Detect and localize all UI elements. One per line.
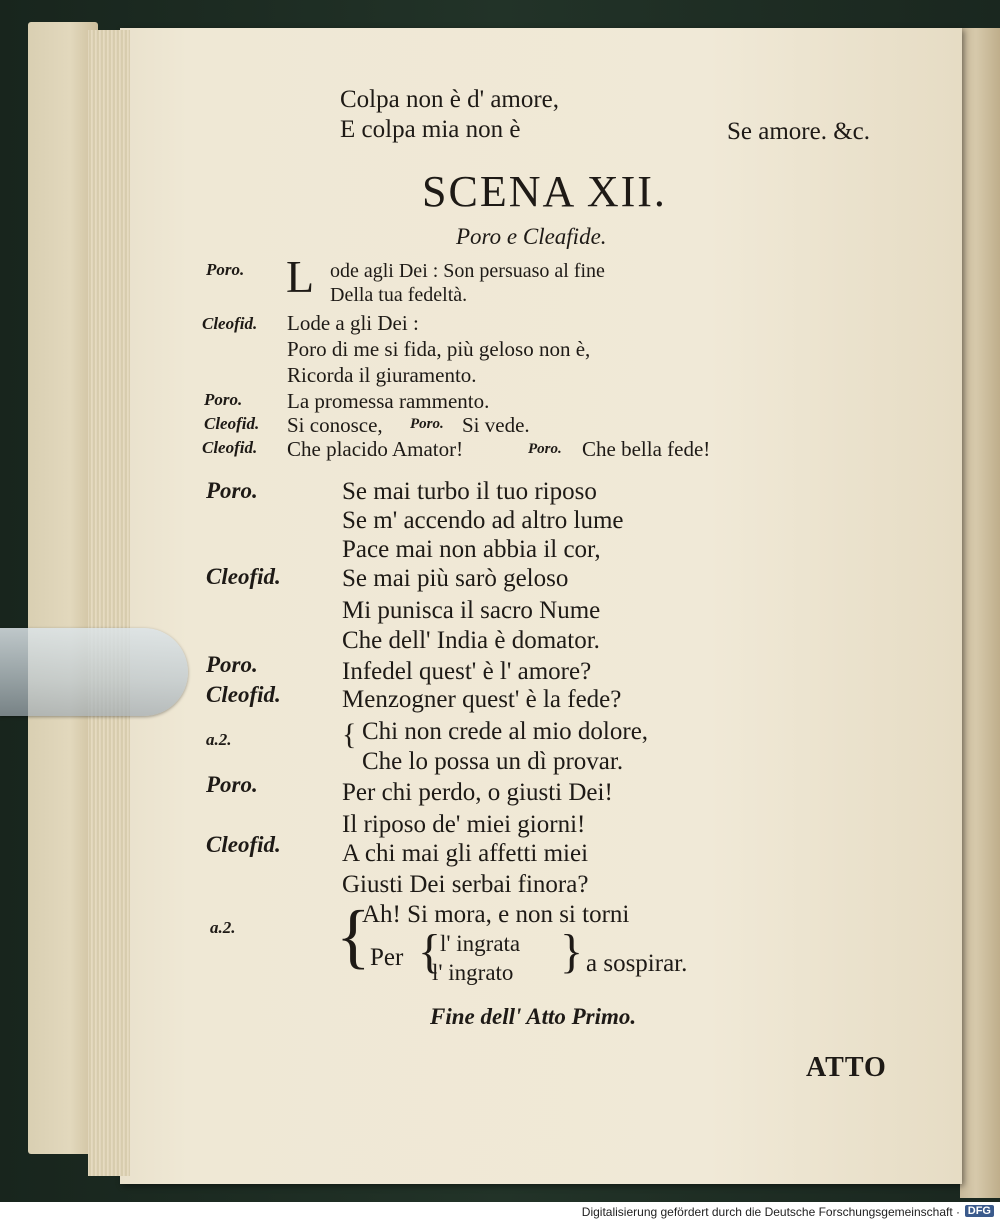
speaker-label: Poro. [204,390,243,409]
top-line-1: Colpa non è d' amore, [340,86,560,113]
final-tail: a sospirar. [586,950,688,977]
page-stack [88,30,130,1176]
aria-line: Il riposo de' miei giorni! [342,811,586,838]
aria-line: Giusti Dei serbai finora? [342,871,589,898]
aria-line: Che dell' India è domator. [342,627,600,654]
dialogue-line: Che placido Amator! [287,437,464,461]
dialogue-line: ode agli Dei : Son persuaso al fine [330,260,605,282]
scene-title: SCENA XII. [422,167,667,216]
brace-open-small: { [342,718,357,751]
final-option: l' ingrato [432,960,514,985]
aria-line: Chi non crede al mio dolore, [362,718,649,745]
scene-subtitle: Poro e Cleafide. [456,224,607,249]
speaker-label: Cleofid. [206,832,281,857]
speaker-label: Poro. [206,478,258,503]
speaker-label: Poro. [528,441,562,457]
dfg-logo: DFG [965,1205,994,1217]
speaker-label: Cleofid. [202,314,258,333]
speaker-label: Poro. [206,772,258,797]
final-option: l' ingrata [440,931,521,956]
speaker-label: Poro. [206,652,258,677]
speaker-label: Cleofid. [204,414,260,433]
aria-line: A chi mai gli affetti miei [342,840,589,867]
dialogue-line: Poro di me si fida, più geloso non è, [287,337,591,361]
aria-line: Pace mai non abbia il cor, [342,536,601,563]
aria-line: Se mai turbo il tuo riposo [342,478,597,505]
aria-line: Mi punisca il sacro Nume [342,597,601,624]
speaker-label: Cleofid. [202,438,258,457]
brace-open-inner: { [418,925,442,978]
speaker-label: Cleofid. [206,564,281,589]
aria-line: Per chi perdo, o giusti Dei! [342,779,613,806]
dialogue-line: Si vede. [462,413,530,437]
speaker-label: a.2. [210,918,236,937]
speaker-label: Poro. [410,416,444,432]
speaker-label: Poro. [206,260,245,279]
dialogue-line: Che bella fede! [582,437,711,461]
footer-credit: Digitalisierung gefördert durch die Deutsche Forschungsgemeinschaft · [581,1205,960,1219]
speaker-label: Cleofid. [206,682,281,707]
aria-line: Ah! Si mora, e non si torni [362,901,630,928]
dialogue-line: La promessa rammento. [287,389,490,413]
dialogue-line: Si conosce, [287,413,383,437]
aria-line: Che lo possa un dì provar. [362,748,624,775]
brace-open-large: { [336,896,371,976]
act-end: Fine dell' Atto Primo. [430,1004,637,1029]
aria-line: Se mai più sarò geloso [342,565,569,592]
dialogue-line: Lode a gli Dei : [287,311,419,335]
page-clip [0,628,188,716]
aria-line: Menzogner quest' è la fede? [342,686,622,713]
aria-line: Infedel quest' è l' amore? [342,658,592,685]
facing-page-edge [960,28,1000,1198]
dialogue-line: Della tua fedeltà. [330,284,468,306]
final-per: Per [370,944,404,971]
drop-cap: L [286,251,315,302]
brace-close-inner: } [560,925,584,978]
catchword: ATTO [806,1052,887,1083]
aria-line: Se m' accendo ad altro lume [342,507,624,534]
speaker-label: a.2. [206,730,232,749]
top-cue: Se amore. &c. [727,118,871,145]
top-line-2: E colpa mia non è [340,116,521,143]
dialogue-line: Ricorda il giuramento. [287,363,477,387]
